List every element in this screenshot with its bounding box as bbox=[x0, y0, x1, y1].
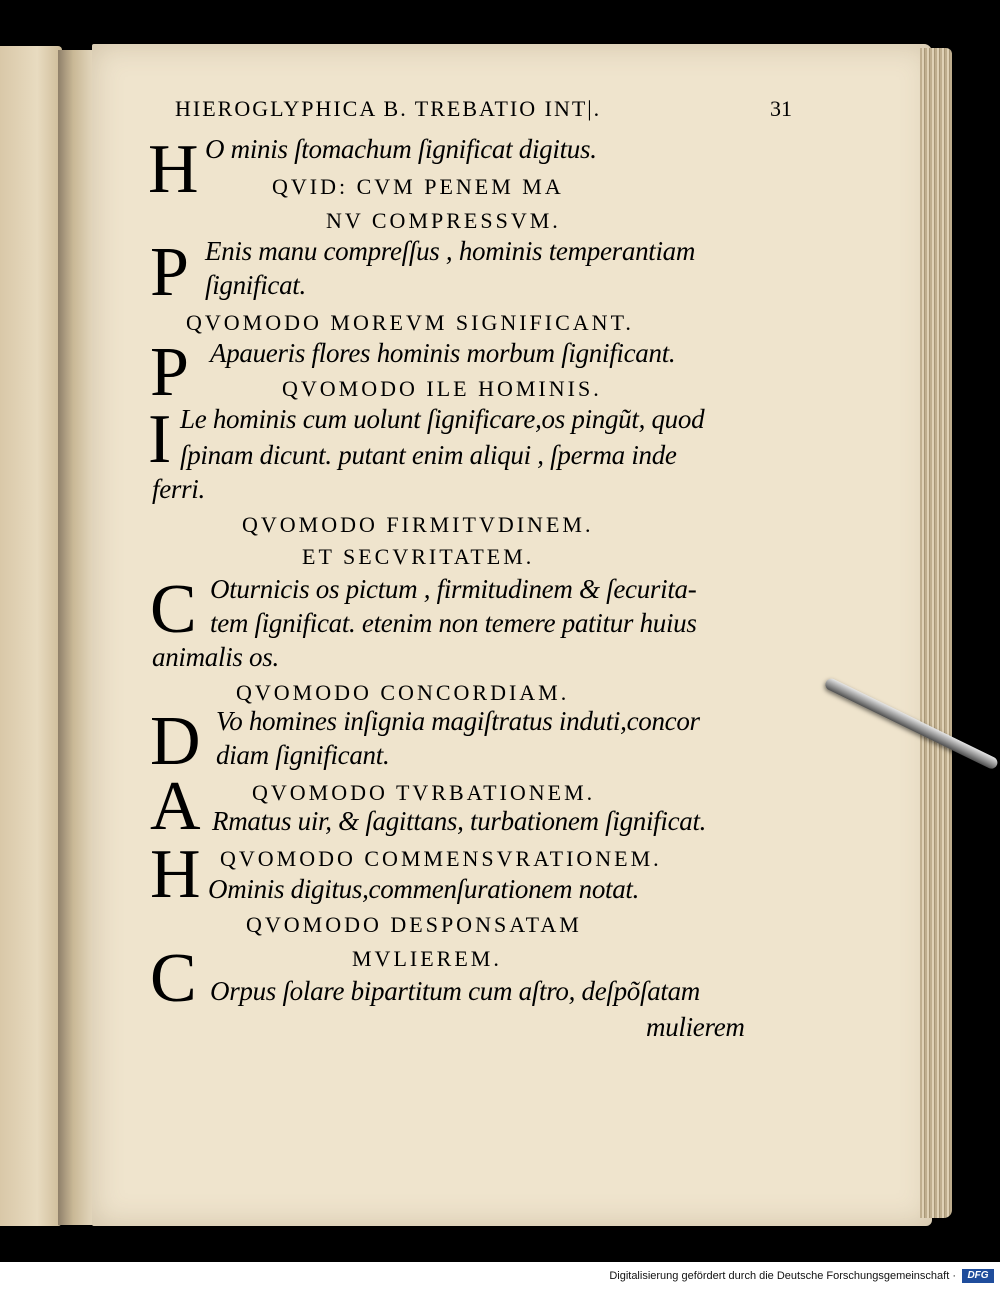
section-heading: QVID: CVM PENEM MA bbox=[272, 174, 564, 199]
section-heading: QVOMODO CONCORDIAM. bbox=[236, 680, 570, 705]
drop-cap: H bbox=[150, 836, 201, 913]
page-number: 31 bbox=[770, 96, 792, 121]
catchword: mulierem bbox=[646, 1012, 745, 1042]
section-heading: QVOMODO MOREVM SIGNIFICANT. bbox=[186, 310, 634, 335]
text-line: Orpus ſolare bipartitum cum aſtro, deſpõſatam bbox=[210, 976, 700, 1006]
book-gutter bbox=[58, 50, 96, 1225]
drop-cap: C bbox=[150, 940, 197, 1017]
text-line: ſignificat. bbox=[205, 270, 306, 300]
text-line: animalis os. bbox=[152, 642, 279, 672]
footer-bar bbox=[0, 1262, 1000, 1291]
running-header: HIEROGLYPHICA B. TREBATIO INT|. bbox=[175, 96, 602, 121]
drop-cap: P bbox=[150, 234, 189, 311]
text-line: diam ſignificant. bbox=[216, 740, 390, 770]
section-heading: QVOMODO DESPONSATAM bbox=[246, 912, 582, 937]
left-page-edge bbox=[0, 46, 62, 1226]
text-line: ferri. bbox=[152, 474, 205, 504]
section-heading: ET SECVRITATEM. bbox=[302, 544, 535, 569]
section-heading: QVOMODO COMMENSVRATIONEM. bbox=[220, 846, 662, 871]
section-heading: MVLIEREM. bbox=[352, 946, 502, 971]
text-line: O minis ſtomachum ſignificat digitus. bbox=[205, 134, 597, 164]
section-heading: QVOMODO ILE HOMINIS. bbox=[282, 376, 602, 401]
drop-cap: P bbox=[150, 334, 189, 411]
text-line: Apaueris flores hominis morbum ſignificant. bbox=[210, 338, 676, 368]
drop-cap: H bbox=[148, 131, 199, 208]
section-heading: QVOMODO FIRMITVDINEM. bbox=[242, 512, 594, 537]
funding-notice: Digitalisierung gefördert durch die Deutsche Forschungsgemeinschaft · bbox=[609, 1270, 956, 1282]
dfg-logo: DFG bbox=[962, 1269, 994, 1283]
text-line: Oturnicis os pictum , firmitudinem & ſecurita- bbox=[210, 574, 697, 604]
text-line: Ominis digitus,commenſurationem notat. bbox=[208, 874, 640, 904]
text-line: Le hominis cum uolunt ſignificare,os pingũt, quod bbox=[180, 404, 705, 434]
page-edges bbox=[920, 48, 952, 1218]
text-line: tem ſignificat. etenim non temere patitur huius bbox=[210, 608, 697, 638]
drop-cap: I bbox=[148, 401, 172, 478]
section-heading: NV COMPRESSVM. bbox=[326, 208, 561, 233]
section-heading: QVOMODO TVRBATIONEM. bbox=[252, 780, 596, 805]
drop-cap: C bbox=[150, 571, 197, 648]
text-line: Vo homines inſignia magiſtratus induti,concor bbox=[216, 706, 700, 736]
drop-cap: A bbox=[150, 768, 201, 845]
text-line: Enis manu compreſſus , hominis temperantiam bbox=[205, 236, 696, 266]
drop-cap: D bbox=[150, 703, 201, 780]
text-line: ſpinam dicunt. putant enim aliqui , ſperma inde bbox=[180, 440, 677, 470]
text-line: Rmatus uir, & ſagittans, turbationem ſignificat. bbox=[212, 806, 707, 836]
